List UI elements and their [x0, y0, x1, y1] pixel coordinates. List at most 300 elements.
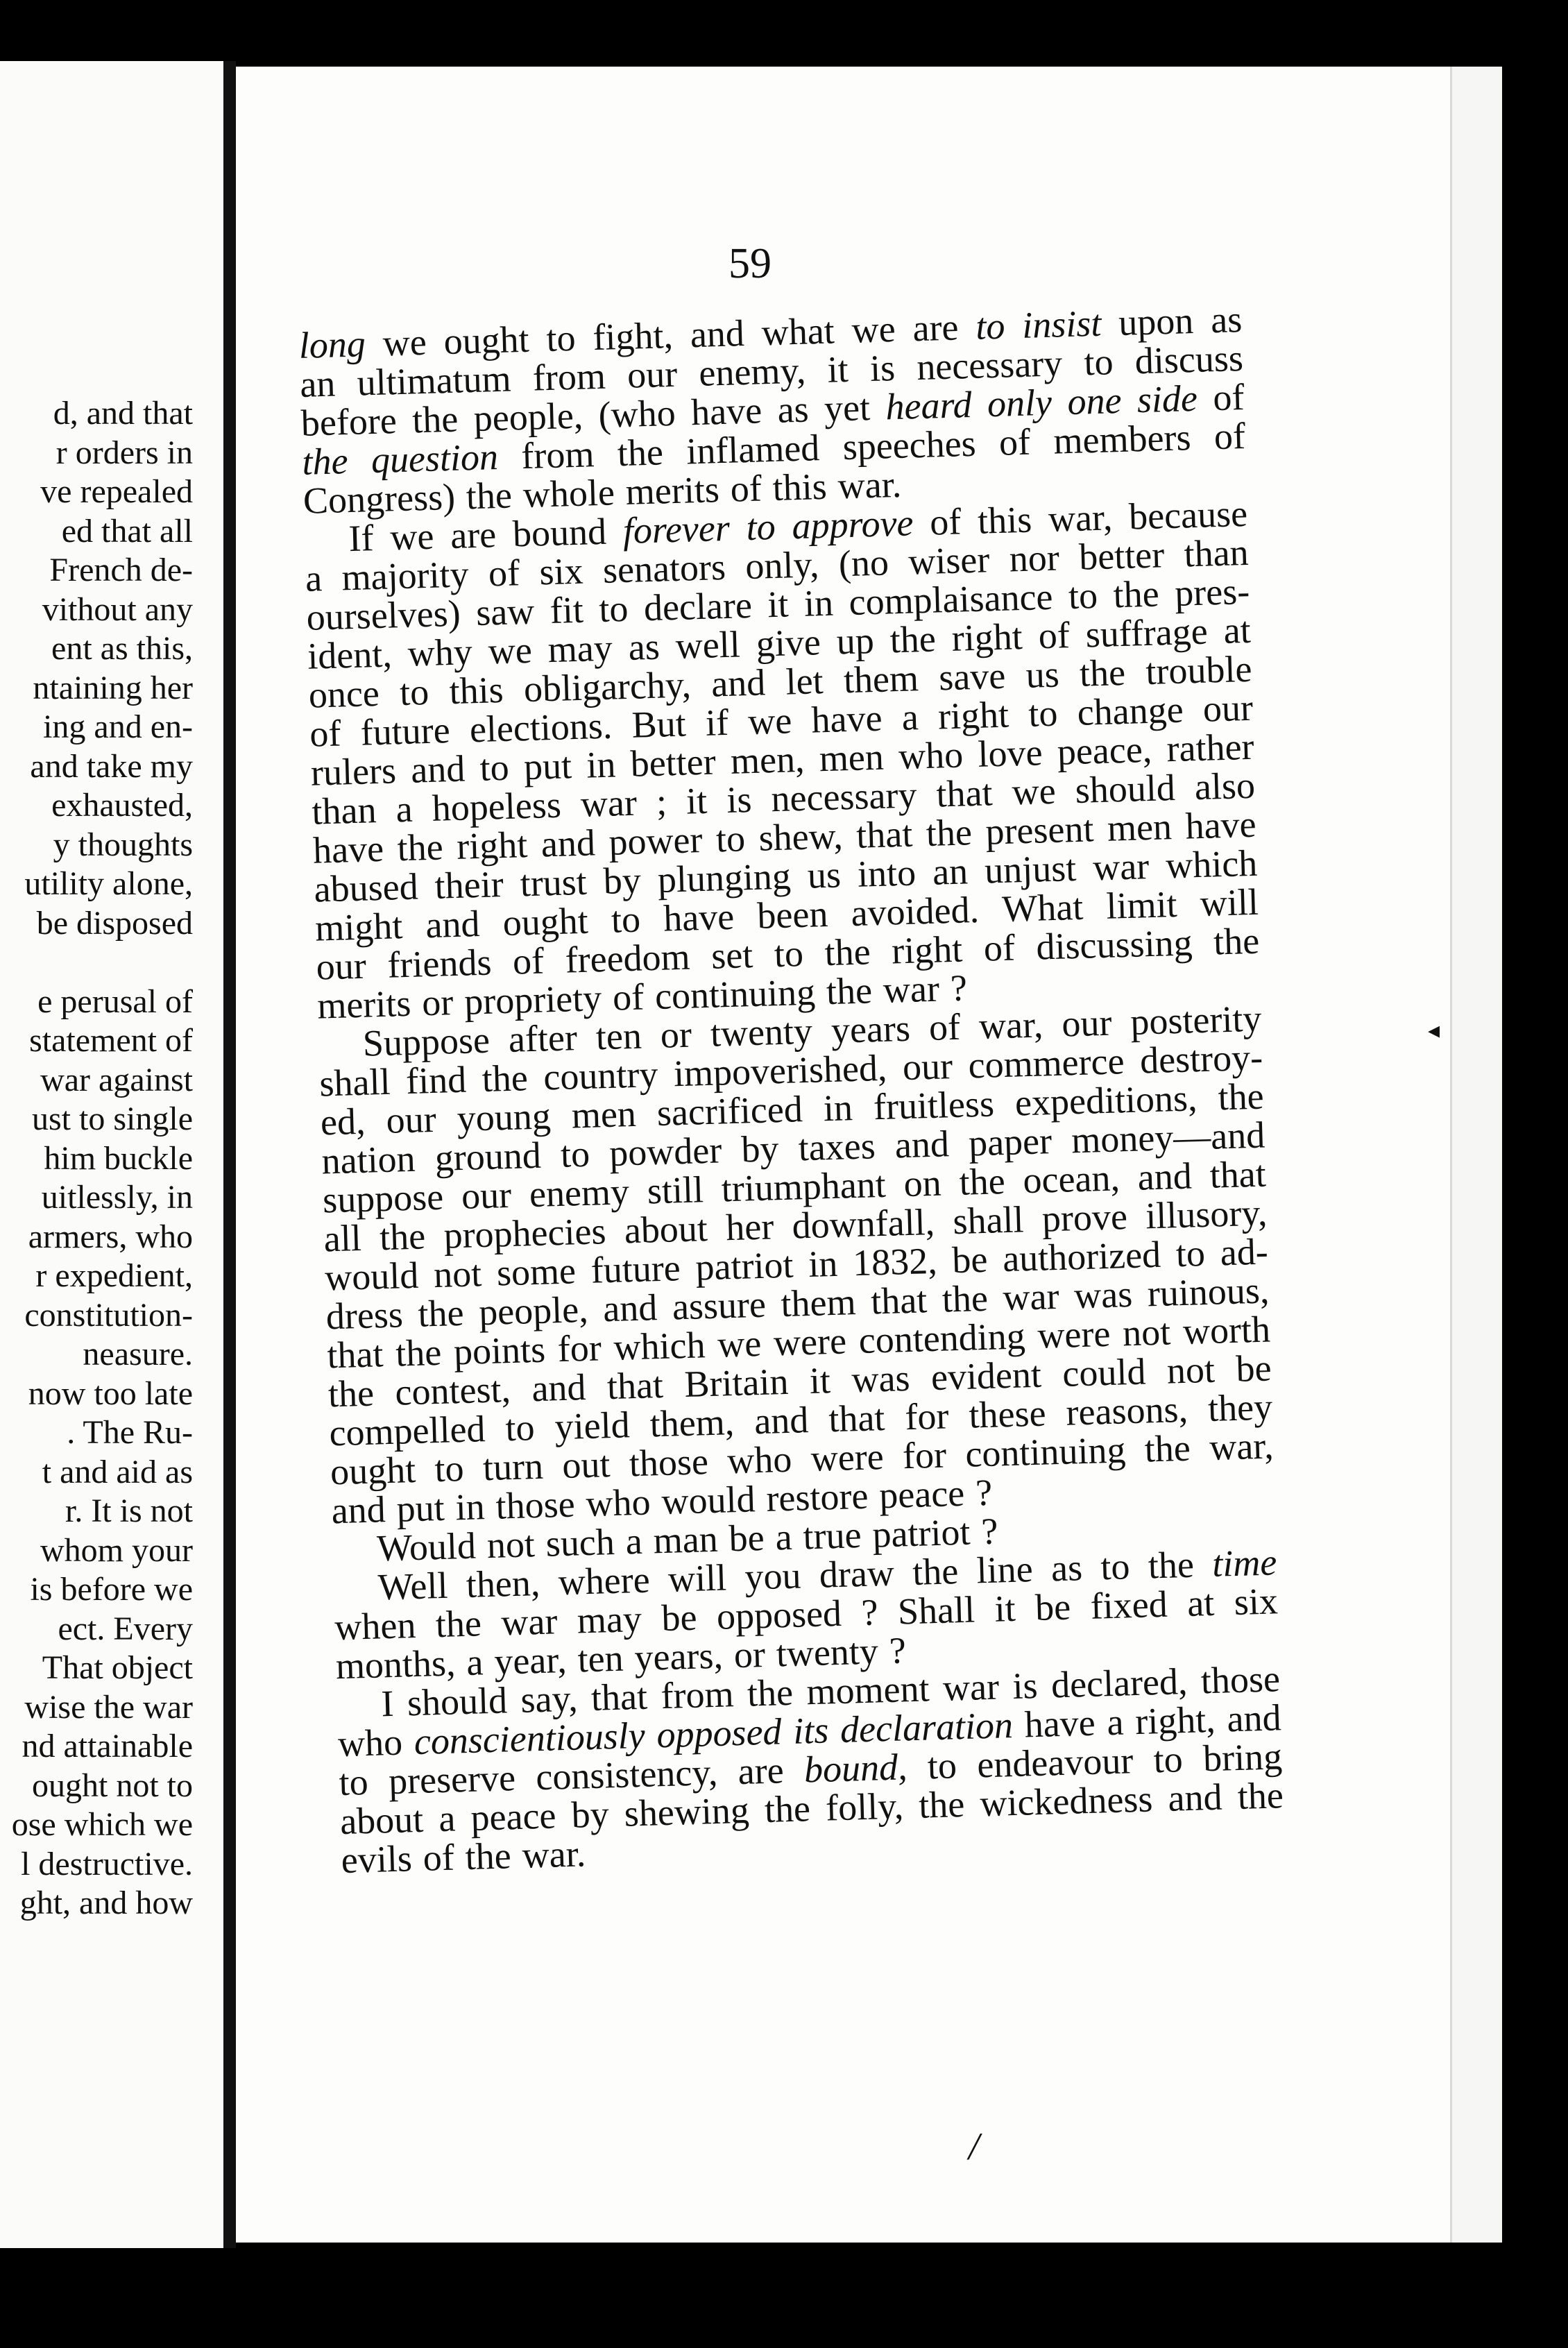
word: were [773, 1320, 847, 1364]
word: dress [325, 1293, 404, 1338]
word: to [1083, 341, 1114, 384]
left-page-line: be disposed [36, 904, 193, 942]
word: those [629, 1440, 709, 1485]
word: in [586, 743, 617, 786]
word: ultimatum [356, 357, 512, 404]
word: be [951, 1238, 989, 1282]
word: But [631, 702, 687, 746]
word: let [785, 660, 824, 703]
word: to [479, 746, 510, 789]
word: men [1107, 806, 1173, 849]
word: it [809, 1359, 831, 1402]
word: Would [376, 1524, 477, 1569]
word: have [663, 895, 735, 939]
word: a [466, 1641, 484, 1683]
word: set [710, 934, 754, 977]
word: What [1001, 885, 1084, 930]
left-page-line: r. It is not [65, 1492, 193, 1529]
word: are [450, 513, 497, 556]
word: twenty [776, 1630, 879, 1675]
word: to [434, 1447, 465, 1490]
word: we [747, 699, 793, 743]
word: ten [577, 1637, 624, 1681]
word: ocean, [1022, 1157, 1120, 1202]
word: for [902, 1434, 947, 1477]
word: rather [1166, 725, 1255, 770]
word: ground [434, 1134, 542, 1179]
word: could [1062, 1350, 1147, 1395]
word: evident [930, 1353, 1042, 1399]
left-page-line: That object [42, 1649, 193, 1686]
word: of [929, 500, 962, 543]
word: their [434, 863, 504, 907]
word: (no [838, 541, 889, 585]
word: that [828, 1397, 886, 1440]
word: of [488, 552, 520, 595]
next-page-edge [1450, 67, 1502, 2243]
word: senators [602, 545, 726, 591]
word: after [508, 1016, 578, 1060]
word: be [1034, 1585, 1071, 1629]
word: ruinous, [1146, 1269, 1270, 1315]
word: to [611, 898, 641, 941]
word: ? [888, 1629, 907, 1671]
word: ? [860, 1591, 879, 1634]
word: at [1222, 609, 1252, 652]
word: by [740, 1128, 780, 1171]
page-body-text [298, 300, 1285, 1880]
word: about [624, 1207, 708, 1252]
word: war, [978, 1003, 1044, 1047]
word: it [826, 348, 849, 391]
left-page-line: neasure. [83, 1336, 193, 1372]
word: a [438, 1797, 457, 1840]
word: better [629, 740, 717, 785]
word: expeditions, [1014, 1077, 1198, 1124]
word: to [715, 817, 746, 860]
word: prophecies [443, 1210, 607, 1257]
word: the [826, 969, 873, 1013]
word: 1832, [852, 1239, 938, 1284]
word: before [300, 400, 398, 444]
word: whole [522, 471, 615, 516]
word: of [512, 939, 545, 982]
word: the [396, 826, 444, 869]
word: an [299, 362, 336, 405]
word: yield [554, 1404, 631, 1448]
word: men [570, 1092, 637, 1137]
word: our [902, 1045, 953, 1089]
left-page-line: him buckle [44, 1139, 193, 1177]
word: will [667, 1556, 727, 1600]
word: propriety [463, 977, 602, 1023]
word: it [767, 583, 790, 626]
left-page-line: utility alone, [24, 865, 193, 902]
word: wickedness [979, 1778, 1154, 1825]
word: illusory, [1145, 1191, 1268, 1237]
word: this [977, 498, 1032, 542]
word: I [380, 1682, 395, 1725]
word: If [348, 517, 375, 560]
word: at [1186, 1581, 1216, 1624]
word: upon [1118, 299, 1195, 343]
word: nor [1008, 536, 1060, 580]
word: that [1209, 1152, 1267, 1196]
word: a [774, 1515, 793, 1558]
word: those [495, 1483, 576, 1527]
word: will [1199, 880, 1259, 925]
left-page-line: . The Ru- [67, 1414, 193, 1451]
word: war [1092, 845, 1150, 889]
word: then, [465, 1561, 541, 1606]
word: elections. [469, 704, 613, 751]
word: have [312, 827, 384, 871]
word: moment [806, 1667, 930, 1713]
word: the [889, 618, 937, 661]
word: those [1200, 1658, 1281, 1702]
word: opposed [716, 1592, 842, 1637]
word: people, [472, 394, 583, 439]
word: who [898, 733, 964, 778]
word: and [710, 661, 766, 705]
word: of [1212, 375, 1245, 419]
word: declaration [840, 1704, 1014, 1751]
word: was [851, 1356, 911, 1401]
word: a [624, 1520, 643, 1563]
left-page-line: uitlessly, in [41, 1179, 193, 1216]
word: ought [330, 1448, 416, 1493]
word: pres- [1174, 570, 1250, 614]
word: assure [672, 1283, 767, 1328]
word: impoverished, [673, 1046, 888, 1095]
left-page-line: e perusal of [37, 982, 193, 1020]
word: the [1236, 1774, 1284, 1818]
left-page-fragment [0, 61, 223, 2248]
word: paper [968, 1120, 1053, 1164]
word: of [1213, 414, 1246, 458]
word: suffrage [1084, 610, 1209, 656]
word: complaisance [848, 575, 1054, 623]
word: fit [549, 588, 584, 632]
word: also [1194, 764, 1256, 808]
word: taxes [797, 1125, 876, 1169]
word: the [958, 1160, 1006, 1203]
word: or [660, 1013, 692, 1056]
word: enemy, [698, 349, 807, 394]
word: well [674, 623, 741, 667]
left-page-line: t and aid as [42, 1453, 193, 1490]
word: ident, [307, 633, 393, 677]
word: the [1112, 572, 1160, 616]
word: to [1028, 692, 1059, 735]
word: for [556, 1327, 602, 1370]
word: war [580, 781, 638, 825]
word: points [453, 1328, 546, 1373]
word: them, [649, 1401, 735, 1445]
word: fruitless [873, 1082, 995, 1128]
word: of [612, 976, 645, 1019]
word: are [912, 306, 960, 350]
word: not [1166, 1348, 1216, 1392]
word: if [705, 701, 729, 744]
left-page-line: r orders in [56, 434, 193, 471]
word: once [308, 672, 380, 716]
word: have [690, 389, 762, 434]
word: to [504, 1406, 536, 1449]
left-page-line: vithout any [42, 590, 193, 628]
word: the [466, 474, 513, 518]
word: heard [885, 383, 973, 428]
word: worth [1182, 1308, 1271, 1352]
word: we [382, 321, 427, 364]
word: to [927, 1744, 957, 1787]
left-page-line: ve repealed [40, 473, 193, 510]
word: discuss [1134, 337, 1244, 382]
word: young [456, 1095, 552, 1140]
word: restore [765, 1474, 869, 1520]
word: ? [949, 967, 968, 1010]
word: country [543, 1053, 659, 1098]
word: ought [443, 318, 530, 363]
word: majority [341, 553, 470, 599]
word: the [1213, 919, 1260, 963]
word: some [496, 1250, 577, 1294]
word: to [774, 933, 804, 976]
word: have [1184, 803, 1257, 847]
word: merits [316, 982, 412, 1027]
word: we [389, 515, 435, 559]
word: the [1148, 1543, 1195, 1587]
word: men, [730, 738, 806, 782]
word: the [301, 440, 349, 483]
word: our [385, 1098, 437, 1141]
word: (who [597, 391, 676, 436]
word: you [744, 1554, 802, 1598]
word: to [338, 1761, 369, 1804]
word: unjust [984, 847, 1077, 892]
word: Shall [897, 1588, 975, 1633]
word: would [324, 1254, 420, 1299]
word: shew, [758, 815, 844, 859]
word: to [1100, 1545, 1131, 1588]
word: draw [819, 1551, 895, 1596]
word: the [617, 431, 664, 475]
word: would [661, 1478, 756, 1523]
word: saw [475, 590, 535, 633]
word: six [538, 550, 584, 593]
word: declare [643, 584, 753, 629]
word: the [1079, 651, 1126, 695]
word: months, [335, 1642, 457, 1687]
word: avoided. [850, 888, 980, 935]
word: ; [656, 781, 667, 823]
word: to [560, 1132, 590, 1175]
word: than [311, 789, 377, 833]
word: the [464, 1835, 512, 1878]
word: and [425, 903, 481, 946]
word: not [433, 1252, 482, 1296]
word: the [912, 1550, 960, 1593]
word: war. [837, 463, 902, 507]
word: a [395, 788, 414, 831]
word: opposed [656, 1710, 783, 1756]
left-page-line: ntaining her [33, 669, 193, 706]
word: and [1167, 1776, 1223, 1819]
left-page-line: ing and en- [43, 708, 193, 745]
word: as [627, 625, 661, 668]
stray-mark: / [969, 2125, 980, 2168]
word: who [585, 1481, 651, 1525]
word: consistency, [535, 1751, 719, 1798]
word: been [756, 893, 829, 937]
word: and [1226, 1696, 1282, 1740]
word: shall [952, 1198, 1025, 1243]
word: into [857, 851, 917, 895]
word: the [941, 1277, 989, 1320]
word: not [1122, 1311, 1171, 1354]
word: which [1165, 842, 1258, 887]
word: is [1012, 1665, 1039, 1708]
word: to [1068, 574, 1098, 618]
left-page-line: y thoughts [53, 826, 193, 863]
word: for [904, 1395, 950, 1438]
word: Congress) [302, 475, 456, 522]
word: bound, [803, 1746, 908, 1791]
word: are [737, 1749, 785, 1793]
word: and [753, 1399, 810, 1443]
word: true [802, 1514, 862, 1558]
word: of [983, 926, 1016, 969]
word: hopeless [431, 783, 562, 829]
word: we [1011, 769, 1057, 813]
word: save [938, 654, 1007, 699]
left-page-line: whom your [40, 1531, 193, 1569]
word: destroy- [1139, 1036, 1263, 1082]
word: power [608, 819, 704, 863]
word: of [928, 1005, 961, 1049]
word: ourselves) [305, 592, 461, 638]
word: on [903, 1162, 942, 1205]
left-page-line: wise the war [24, 1688, 193, 1726]
word: what [760, 309, 835, 354]
word: bring [1202, 1735, 1283, 1780]
word: have [810, 697, 883, 741]
word: than [1183, 531, 1250, 575]
word: because [1128, 492, 1248, 538]
word: in [808, 1242, 839, 1285]
word: right [937, 693, 1009, 738]
word: question [370, 436, 499, 482]
word: give [755, 621, 821, 665]
word: in [803, 581, 834, 624]
left-page-line: is before we [30, 1571, 193, 1608]
word: our [627, 352, 678, 396]
word: such [545, 1520, 615, 1565]
word: the [435, 1602, 482, 1646]
left-page-line: r expedient, [35, 1257, 193, 1294]
word: to [745, 505, 776, 549]
word: peace [470, 1794, 557, 1839]
word: to [1152, 1738, 1184, 1781]
word: and [1136, 1155, 1193, 1198]
word: its [792, 1709, 830, 1752]
word: ed, [320, 1100, 366, 1143]
word: fixed [1089, 1583, 1168, 1627]
word: still [647, 1168, 704, 1212]
left-page-line: now too late [28, 1375, 193, 1412]
word: necessary [770, 774, 918, 820]
word: declared, [1050, 1660, 1188, 1706]
word: contending [858, 1315, 1026, 1362]
word: forever [622, 507, 731, 552]
word: to [545, 316, 577, 360]
word: ad- [1219, 1230, 1269, 1274]
word: that [935, 772, 994, 815]
word: posterity [1130, 997, 1263, 1043]
word: and [894, 1123, 950, 1166]
word: war, [1209, 1424, 1275, 1468]
word: inflamed [685, 427, 821, 473]
word: future [590, 1247, 681, 1291]
word: patriot [694, 1243, 794, 1288]
word: war [942, 1665, 1000, 1709]
word: a [1106, 1701, 1125, 1744]
word: trouble [1145, 647, 1253, 693]
word: shall [318, 1060, 391, 1105]
word: yet [824, 386, 871, 429]
left-page-line: constitution- [24, 1296, 193, 1334]
word: line [975, 1548, 1034, 1592]
word: the [481, 1057, 529, 1100]
word: this [448, 668, 504, 713]
word: to [975, 305, 1006, 348]
word: were [1037, 1312, 1111, 1356]
word: that [590, 1675, 648, 1719]
word: endeavour [976, 1739, 1134, 1786]
word: of [729, 467, 762, 510]
left-page-line: armers, who [28, 1218, 193, 1255]
word: is [726, 779, 753, 822]
word: powder [608, 1129, 723, 1174]
word: we [717, 1322, 762, 1366]
word: from [532, 355, 606, 399]
word: the [395, 1331, 443, 1375]
word: of [1037, 614, 1071, 657]
word: approve [791, 502, 914, 547]
word: wiser [907, 538, 991, 583]
word: these [968, 1392, 1047, 1436]
word: or [733, 1633, 766, 1676]
word: the [926, 811, 973, 855]
word: or [421, 981, 454, 1024]
word: evils [340, 1837, 413, 1882]
word: in [454, 1486, 486, 1529]
word: from [660, 1673, 735, 1717]
left-page-line: ose which we [11, 1806, 193, 1843]
word: them [843, 657, 919, 701]
left-page-line: war against [40, 1061, 193, 1098]
word: in [823, 1087, 853, 1130]
word: and [330, 1488, 386, 1532]
left-page-line: ght, and how [19, 1885, 193, 1921]
word: triumphant [720, 1163, 887, 1210]
word: change [1076, 688, 1184, 733]
word: our [315, 944, 367, 988]
word: say, [520, 1677, 579, 1721]
word: have [1023, 1701, 1096, 1746]
word: why [407, 631, 473, 674]
word: abused [313, 865, 419, 910]
